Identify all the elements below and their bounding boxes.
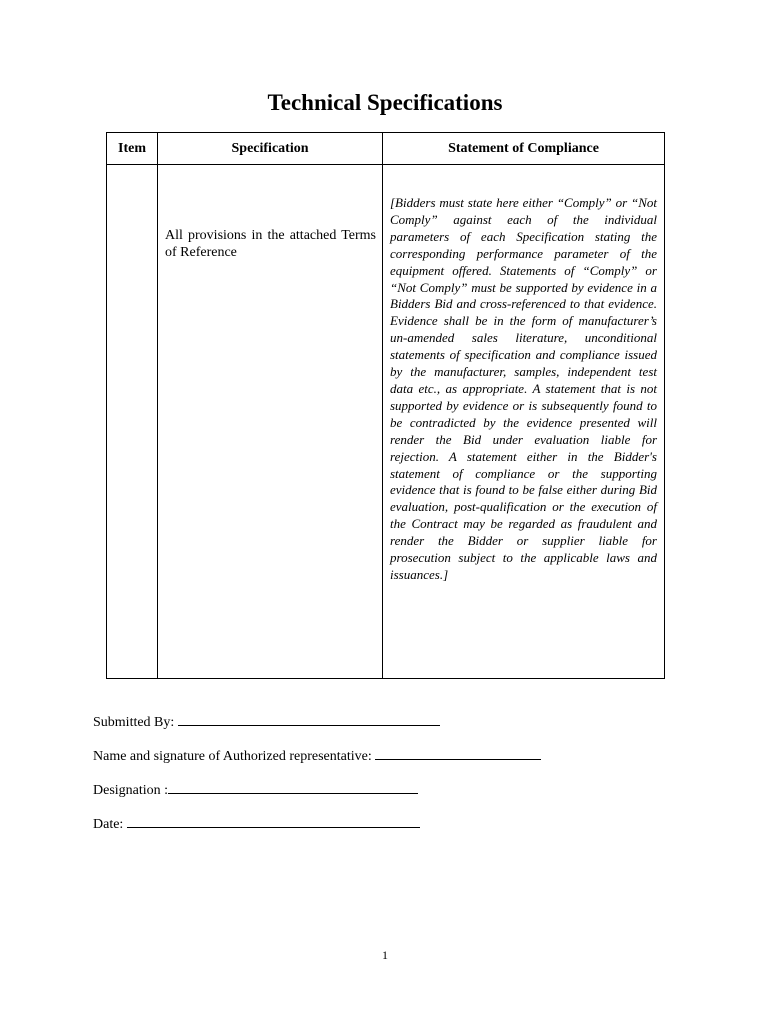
header-specification: Specification <box>158 133 383 165</box>
submitted-by-line <box>93 710 693 744</box>
page-title: Technical Specifications <box>267 90 503 115</box>
signature-block <box>93 710 693 846</box>
designation-line <box>93 778 693 812</box>
specification-text: All provisions in the attached Terms of Reference <box>165 228 376 260</box>
header-item: Item <box>107 133 158 165</box>
header-compliance: Statement of Compliance <box>383 133 665 165</box>
item-cell[interactable] <box>107 165 158 679</box>
date-label: Date: <box>93 817 124 832</box>
table-row <box>107 165 665 679</box>
specification-cell <box>158 165 383 679</box>
submitted-by-label: Submitted By: <box>93 715 175 730</box>
table-header-row <box>107 133 665 165</box>
designation-label: Designation : <box>93 783 169 798</box>
name-signature-line <box>93 744 693 778</box>
submitted-by-field[interactable] <box>178 710 440 726</box>
compliance-cell[interactable] <box>383 165 665 679</box>
date-field[interactable] <box>127 812 420 828</box>
compliance-text: [Bidders must state here either “Comply” or “Not Comply” against each of the individual parameters of each Specification stating the corresponding performance parameter of the equipment offered. Statements of “Comply” or “Not Comply” must be supported by evidence in a Bidders Bid and cross-referenced to that evidence. Evidence shall be in the form of manufacturer’s un-amended sales literature, unconditional statements of specification and compliance issued by the manufacturer, samples, independent test data etc., as appropriate. A statement that is not supported by evidence or is subsequently found to be contradicted by the evidence presented will render the Bid under evaluation liable for rejection. A statement either in the Bidder's statement of compliance or the supporting evidence that is found to be false either during Bid evaluation, post-qualification or the execution of the Contract may be regarded as fraudulent and render the Bidder or supplier liable for prosecution subject to the applicable laws and issuances.] <box>390 195 657 582</box>
designation-field[interactable] <box>168 778 418 794</box>
date-line <box>93 812 693 846</box>
specifications-table <box>106 132 665 679</box>
name-signature-label: Name and signature of Authorized representative: <box>93 749 372 764</box>
page-number: 1 <box>382 948 388 962</box>
name-signature-field[interactable] <box>375 744 541 760</box>
